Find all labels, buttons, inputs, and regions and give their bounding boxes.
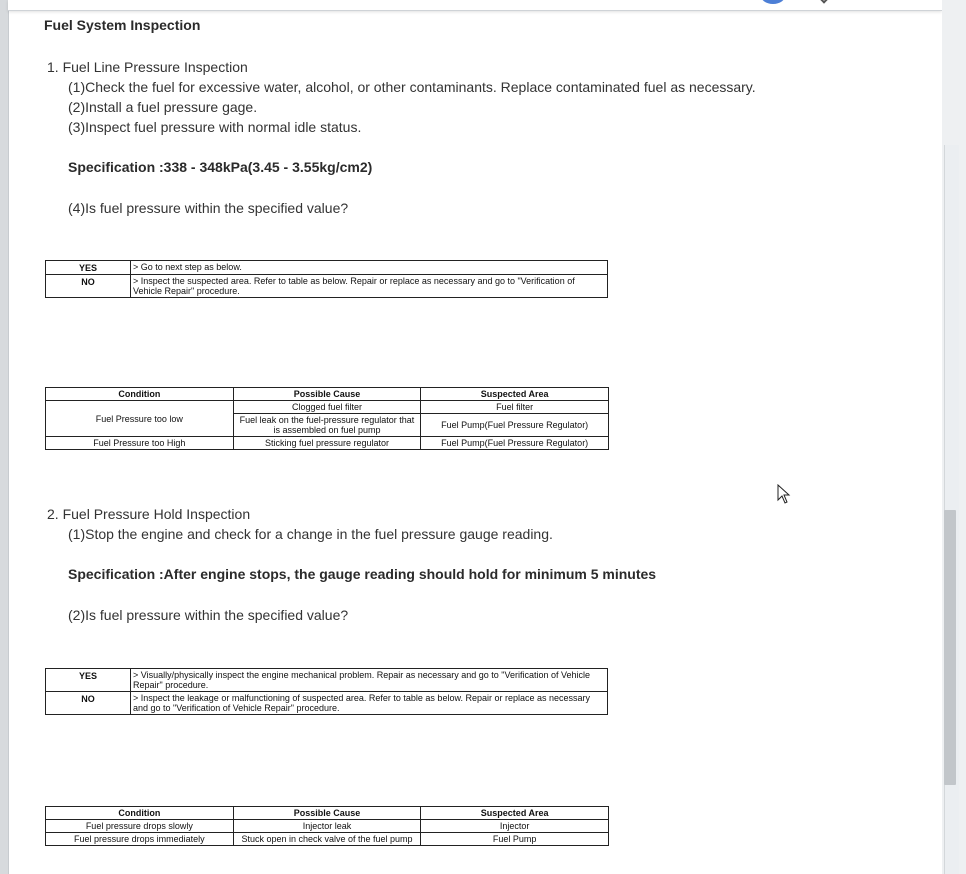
condition-cell: Fuel Pressure too low xyxy=(46,401,234,437)
table-row xyxy=(46,669,608,692)
specification-pressure: Specification :338 - 348kPa(3.45 - 3.55kg/cm2) xyxy=(68,159,373,175)
header-suspected-area: Suspected Area xyxy=(421,388,609,401)
yes-no-table-1 xyxy=(45,260,608,298)
area-cell: Fuel Pump(Fuel Pressure Regulator) xyxy=(421,437,609,450)
table-row xyxy=(46,820,609,833)
yes-action: > Visually/physically inspect the engine mechanical problem. Repair as necessary and go to "Verification of Vehicle Repair" procedure. xyxy=(131,669,608,692)
top-toolbar-edge xyxy=(8,0,942,11)
table-header-row xyxy=(46,807,609,820)
yes-no-table-2 xyxy=(45,668,608,715)
mouse-cursor-icon xyxy=(777,484,791,504)
table-row xyxy=(46,692,608,715)
no-label: NO xyxy=(46,275,131,298)
area-cell: Fuel filter xyxy=(421,401,609,414)
yes-label: YES xyxy=(46,261,131,275)
condition-cell: Fuel pressure drops immediately xyxy=(46,833,234,846)
header-condition: Condition xyxy=(46,807,234,820)
table-row xyxy=(46,261,608,275)
table-row xyxy=(46,437,609,450)
condition-cell: Fuel pressure drops slowly xyxy=(46,820,234,833)
scrollbar-thumb[interactable] xyxy=(944,510,956,785)
table-row xyxy=(46,833,609,846)
yes-label: YES xyxy=(46,669,131,692)
header-suspected-area: Suspected Area xyxy=(421,807,609,820)
step-stop-engine: (1)Stop the engine and check for a change in the fuel pressure gauge reading. xyxy=(68,526,553,542)
question-pressure-within-spec-2: (2)Is fuel pressure within the specified value? xyxy=(68,607,349,623)
question-pressure-within-spec: (4)Is fuel pressure within the specified value? xyxy=(68,200,349,216)
cause-cell: Injector leak xyxy=(233,820,421,833)
table-row xyxy=(46,275,608,298)
no-label: NO xyxy=(46,692,131,715)
cause-cell: Fuel leak on the fuel-pressure regulator that is assembled on fuel pump xyxy=(233,414,421,437)
condition-table-1 xyxy=(45,387,609,450)
cause-cell: Stuck open in check valve of the fuel pump xyxy=(233,833,421,846)
header-condition: Condition xyxy=(46,388,234,401)
document-title: Fuel System Inspection xyxy=(44,17,201,33)
area-cell: Fuel Pump xyxy=(421,833,609,846)
condition-table-2 xyxy=(45,806,609,846)
step-check-fuel: (1)Check the fuel for excessive water, alcohol, or other contaminants. Replace contaminated fuel as necessary. xyxy=(68,79,756,95)
section-heading-fuel-line: 1. Fuel Line Pressure Inspection xyxy=(47,59,248,75)
section-heading-pressure-hold: 2. Fuel Pressure Hold Inspection xyxy=(47,506,251,522)
yes-action: > Go to next step as below. xyxy=(131,261,608,275)
cause-cell: Sticking fuel pressure regulator xyxy=(233,437,421,450)
no-action: > Inspect the suspected area. Refer to table as below. Repair or replace as necessary and go to "Verification of Vehicle Repair" procedure. xyxy=(131,275,608,298)
cause-cell: Clogged fuel filter xyxy=(233,401,421,414)
area-cell: Fuel Pump(Fuel Pressure Regulator) xyxy=(421,414,609,437)
area-cell: Injector xyxy=(421,820,609,833)
header-possible-cause: Possible Cause xyxy=(233,388,421,401)
step-install-gage: (2)Install a fuel pressure gage. xyxy=(68,99,258,115)
table-header-row xyxy=(46,388,609,401)
step-inspect-pressure: (3)Inspect fuel pressure with normal idle status. xyxy=(68,119,362,135)
header-possible-cause: Possible Cause xyxy=(233,807,421,820)
no-action: > Inspect the leakage or malfunctioning of suspected area. Refer to table as below. Repair or replace as necessary and go to "Verification of Vehicle Repair" procedure. xyxy=(131,692,608,715)
specification-hold: Specification :After engine stops, the gauge reading should hold for minimum 5 minutes xyxy=(68,566,657,582)
table-row xyxy=(46,401,609,414)
condition-cell: Fuel Pressure too High xyxy=(46,437,234,450)
window-left-edge xyxy=(0,0,8,874)
